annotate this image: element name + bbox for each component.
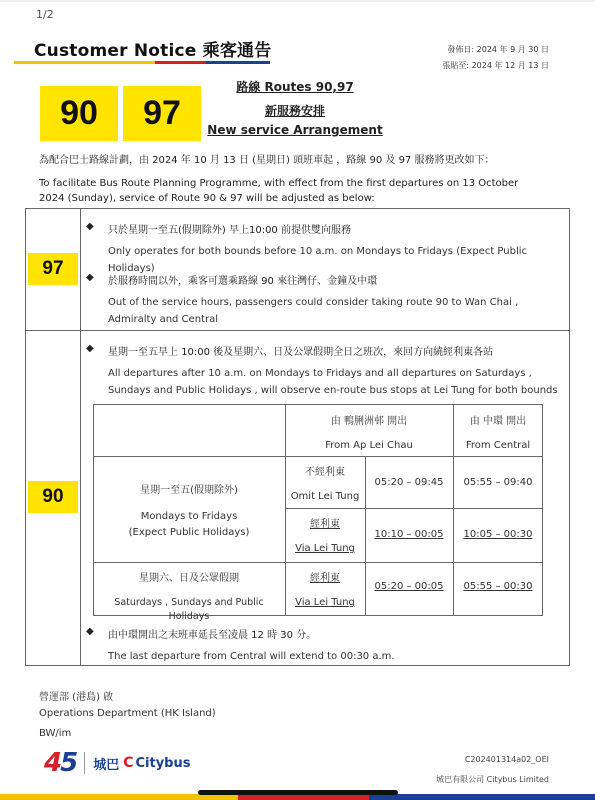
top-rule [0, 0, 595, 2]
wd-via-alc-time: 10:10 – 00:05 [374, 529, 444, 540]
logo-cn: 城巴 [93, 757, 120, 773]
bullet-icon: ◆ [86, 221, 94, 232]
route-90-box: 90 [40, 86, 118, 141]
via-en: Via Lei Tung [295, 597, 355, 608]
via-en: Via Lei Tung [295, 543, 355, 554]
notice-title: Customer Notice 乘客通告 [34, 41, 272, 61]
reference: BW/im [39, 728, 72, 739]
via-cn: 經利東 [310, 519, 340, 530]
timetable-divider [93, 562, 543, 563]
col-header-en: From Central [465, 440, 531, 451]
intro-en: To facilitate Bus Route Planning Programme, with effect from the first departures on 13 October 2024 (Sunday), service of Route 90 & 97 will be adjusted as below: [39, 178, 519, 204]
col-header-en: From Ap Lei Chau [325, 440, 413, 451]
route-97-badge: 97 [28, 253, 78, 285]
anniversary-45-icon: 45 [44, 748, 77, 778]
timetable-divider [285, 508, 543, 509]
timetable-divider [93, 456, 543, 457]
routes-heading: 路線 Routes 90,97 [236, 80, 354, 94]
col-header-cn: 由 中環 開出 [469, 416, 527, 427]
row-label-en: Mondays to Fridays [140, 511, 238, 522]
s97-item1-en: Only operates for both bounds before 10 a.m. on Mondays to Fridays (Expect Public Holidays) [108, 246, 528, 274]
row-label-weekend [93, 572, 285, 624]
citybus-logo [44, 748, 214, 778]
logo-en: Citybus [135, 755, 191, 771]
we-via-central-time: 05:55 – 00:30 [463, 581, 533, 592]
we-via-alc-time: 05:20 – 00:05 [374, 581, 444, 592]
bullet-icon: ◆ [86, 272, 94, 283]
route-90-badge: 90 [28, 481, 78, 513]
omit-lei-tung-label [285, 466, 365, 504]
document-code: C202401314a02_OEI [464, 755, 549, 764]
row-label-weekday [93, 484, 285, 540]
via-lei-tung-label [285, 518, 365, 556]
col-header-ap-lei-chau [285, 415, 453, 453]
scroll-indicator [198, 790, 398, 795]
s97-item2-en: Out of the service hours, passengers could consider taking route 90 to Wan Chai , Admiralty and Central [108, 297, 519, 325]
s90-item2-en: The last departure from Central will extend to 00:30 a.m. [108, 651, 395, 662]
arrangement-heading-en: New service Arrangement [207, 123, 383, 137]
wd-omit-central-time: 05:55 – 09:40 [463, 477, 533, 488]
omit-en: Omit Lei Tung [290, 491, 360, 502]
s97-item2-cn: 於服務時間以外，乘客可選乘路線 90 來往灣仔、金鐘及中環 [108, 276, 378, 287]
s90-item1-en: All departures after 10 a.m. on Mondays to Fridays and all departures on Saturdays , Sundays and Public Holidays , will observe en-route bus stops at Lei Tung for both bounds [108, 368, 558, 396]
col-header-cn: 由 鴨脷洲邨 開出 [330, 416, 408, 427]
omit-cn: 不經利東 [305, 467, 345, 478]
row-label-cn: 星期六、日及公眾假期 [139, 573, 239, 584]
row-label-en: Saturdays , Sundays and Public Holidays [114, 597, 264, 622]
col-header-central [453, 415, 543, 453]
route-column-divider [80, 208, 81, 666]
row-label-en2: (Expect Public Holidays) [128, 527, 250, 538]
via-cn: 經利東 [310, 573, 340, 584]
section-divider [25, 330, 570, 331]
arrangement-heading-cn: 新服務安排 [264, 104, 325, 118]
wd-omit-alc-time: 05:20 – 09:45 [374, 477, 444, 488]
notice-dates [442, 42, 549, 74]
posted-date: 張貼至: 2024 年 12 月 13 日 [442, 61, 549, 70]
bullet-icon: ◆ [86, 343, 94, 354]
dept-en: Operations Department (HK Island) [39, 708, 216, 719]
wd-via-central-time: 10:05 – 00:30 [463, 529, 533, 540]
company-name: 城巴有限公司 Citybus Limited [436, 775, 549, 784]
page-indicator: 1/2 [36, 8, 54, 21]
s97-item1-cn: 只於星期一至五(假期除外) 早上10:00 前提供雙向服務 [108, 225, 351, 236]
intro-cn: 為配合巴士路線計劃，由 2024 年 10 月 13 日 (星期日) 頭班車起 ，路線 90 及 97 服務將更改如下： [39, 155, 495, 166]
title-underline [14, 61, 270, 64]
dept-cn: 營運部 (港島) 啟 [39, 692, 114, 703]
s90-item1-cn: 星期一至五早上 10:00 後及星期六、日及公眾假期全日之班次，來回方向繞經利東各站 [108, 347, 494, 358]
row-label-cn: 星期一至五(假期除外) [140, 485, 238, 496]
route-97-box: 97 [123, 86, 201, 141]
logo-separator [84, 752, 85, 774]
citybus-c-icon: C [123, 755, 134, 771]
s90-item2-cn: 由中環開出之末班車延長至凌晨 12 時 30 分。 [108, 630, 317, 641]
issued-date: 發佈日: 2024 年 9 月 30 日 [447, 45, 549, 54]
via-lei-tung-label [285, 572, 365, 610]
bullet-icon: ◆ [86, 626, 94, 637]
